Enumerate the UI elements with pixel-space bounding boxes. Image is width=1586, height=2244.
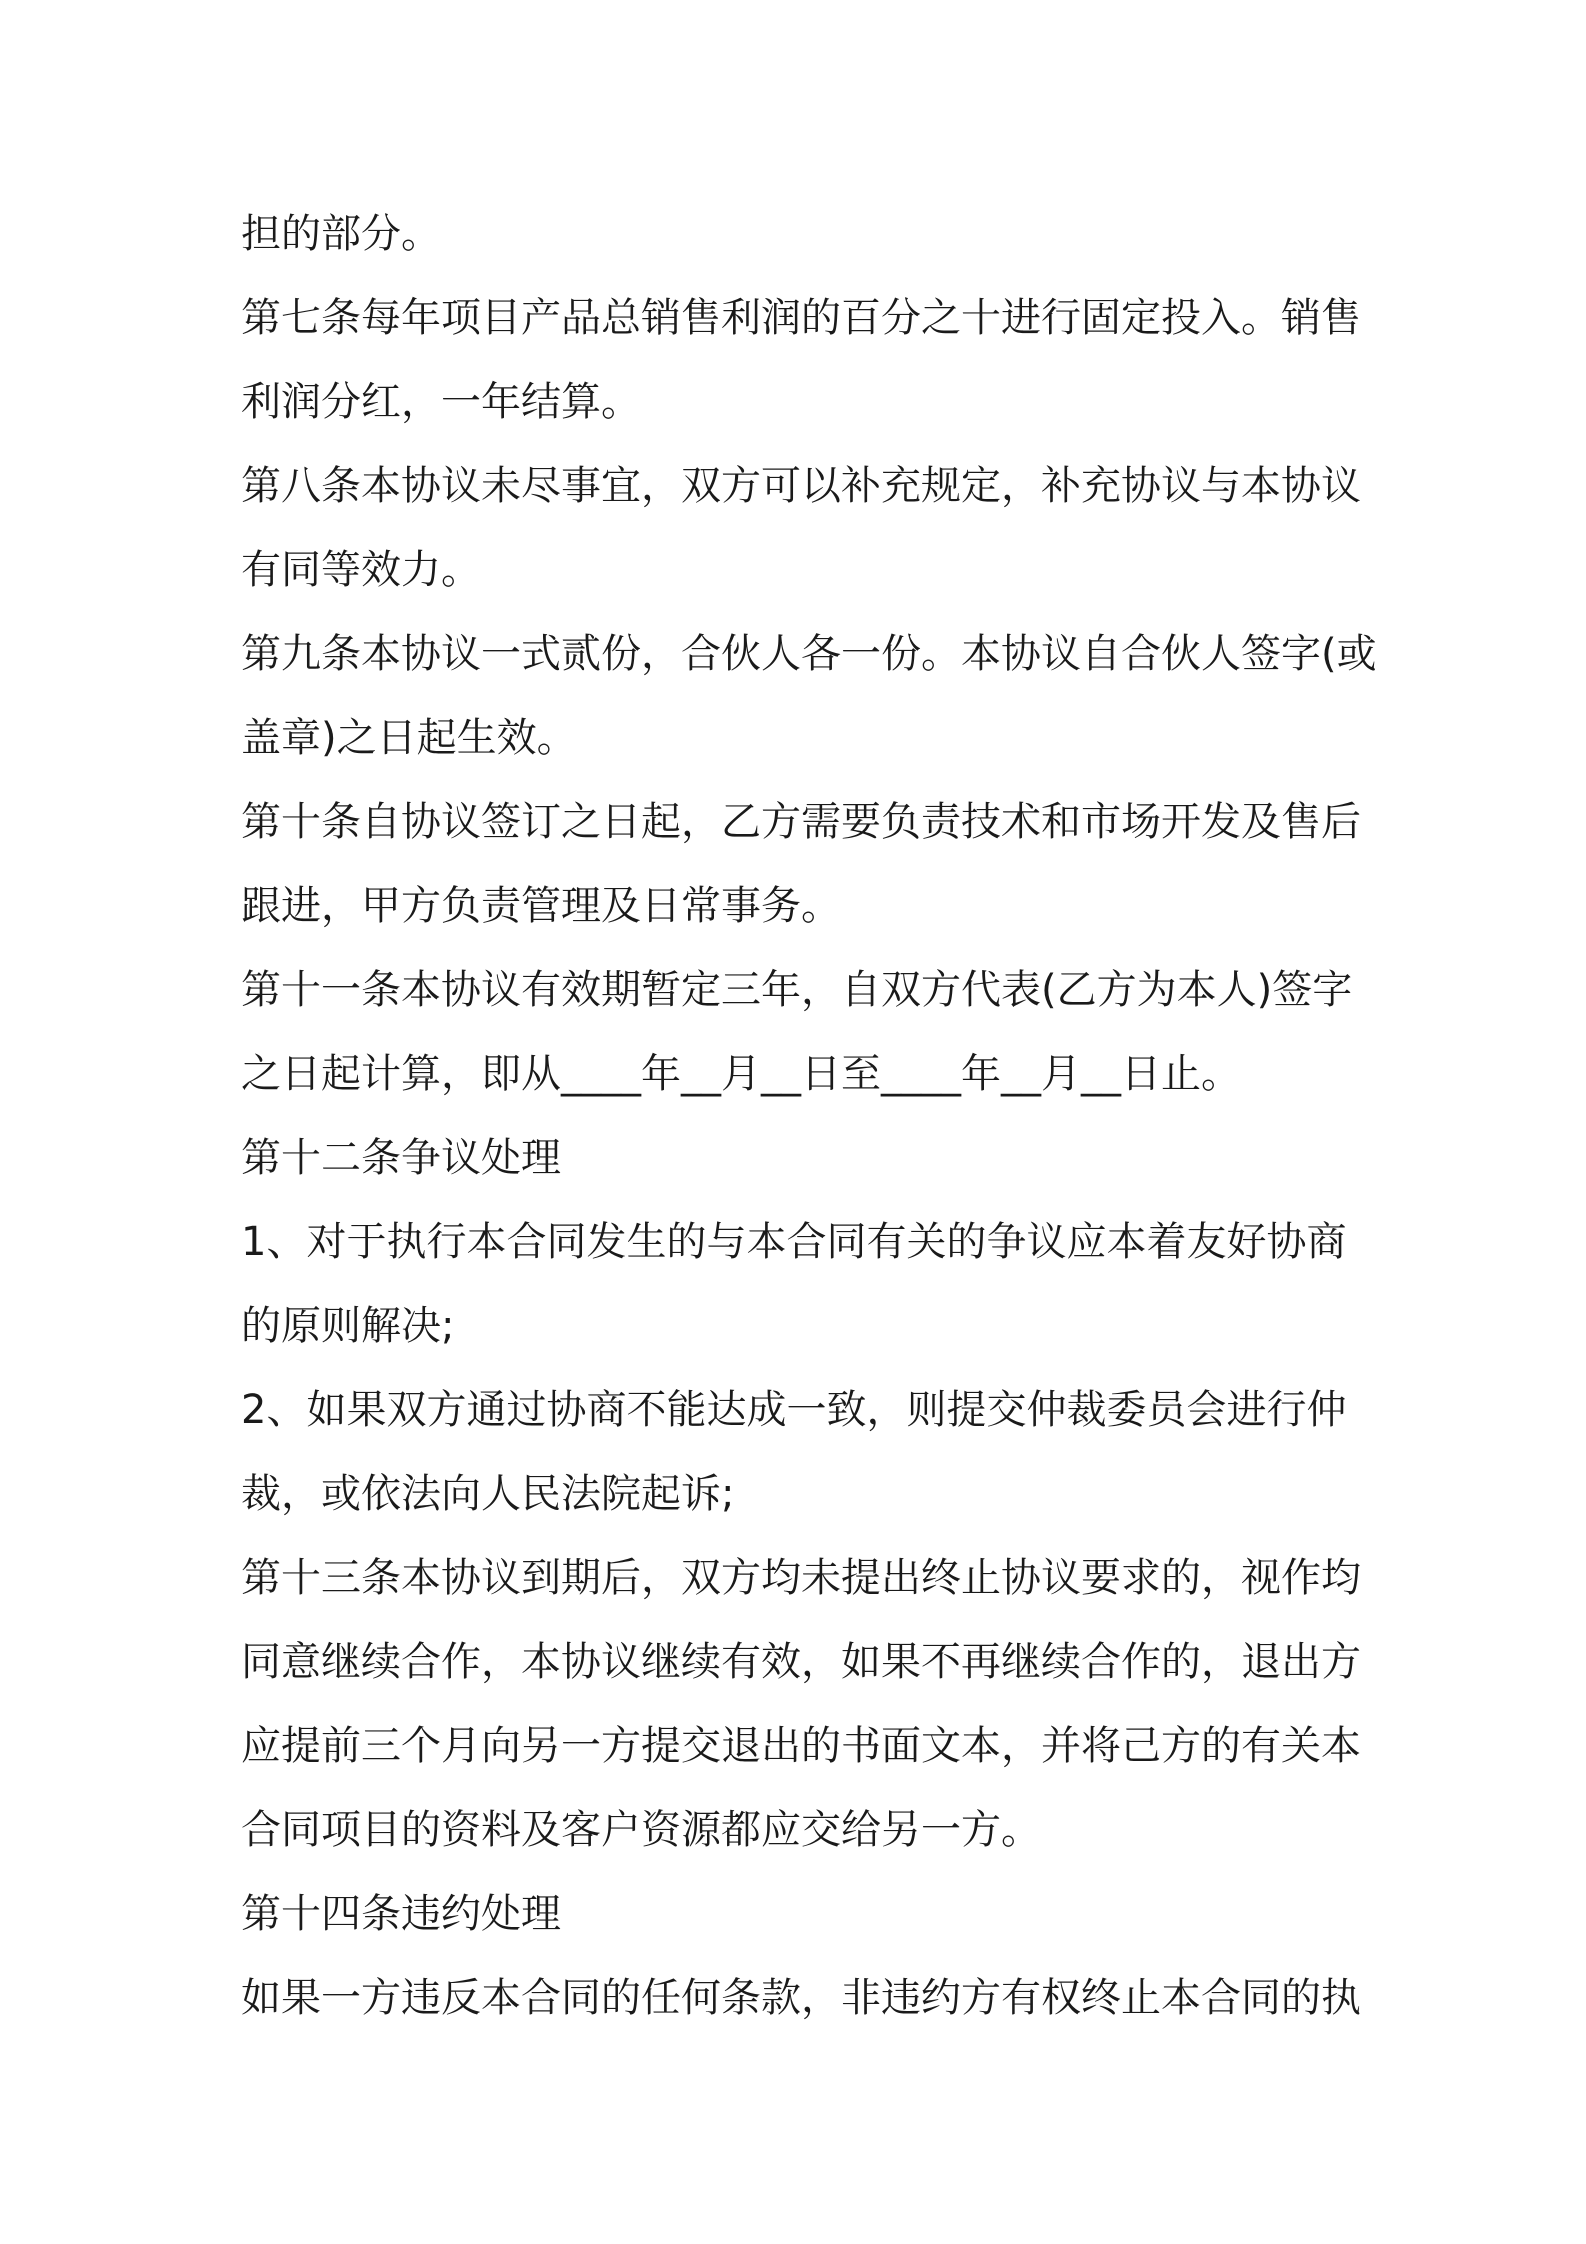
text-line: 有同等效力。 — [241, 547, 481, 593]
text-line: 2、如果双方通过协商不能达成一致，则提交仲裁委员会进行仲 — [241, 1387, 1347, 1433]
text-line: 第九条本协议一式贰份，合伙人各一份。本协议自合伙人签字(或 — [241, 631, 1377, 677]
text-line: 如果一方违反本合同的任何条款，非违约方有权终止本合同的执 — [241, 1975, 1361, 2021]
text-line: 第十三条本协议到期后，双方均未提出终止协议要求的，视作均 — [241, 1555, 1361, 1601]
text-line: 之日起计算，即从____年__月__日至____年__月__日止。 — [241, 1051, 1241, 1097]
text-line: 裁，或依法向人民法院起诉; — [241, 1471, 735, 1517]
text-line: 应提前三个月向另一方提交退出的书面文本，并将己方的有关本 — [241, 1723, 1361, 1769]
text-line: 合同项目的资料及客户资源都应交给另一方。 — [241, 1807, 1041, 1853]
text-line: 的原则解决; — [241, 1303, 455, 1349]
document-body — [241, 192, 1377, 2040]
text-line: 同意继续合作，本协议继续有效，如果不再继续合作的，退出方 — [241, 1639, 1361, 1685]
text-line: 第十二条争议处理 — [241, 1135, 561, 1181]
text-line: 跟进，甲方负责管理及日常事务。 — [241, 883, 841, 929]
text-line: 1、对于执行本合同发生的与本合同有关的争议应本着友好协商 — [241, 1219, 1347, 1265]
text-line: 第十四条违约处理 — [241, 1891, 561, 1937]
text-line: 第十条自协议签订之日起，乙方需要负责技术和市场开发及售后 — [241, 799, 1361, 845]
text-line: 第七条每年项目产品总销售利润的百分之十进行固定投入。销售 — [241, 295, 1361, 341]
text-line: 担的部分。 — [241, 211, 441, 257]
text-line: 盖章)之日起生效。 — [241, 715, 577, 761]
text-line: 利润分红，一年结算。 — [241, 379, 641, 425]
text-line: 第八条本协议未尽事宜，双方可以补充规定，补充协议与本协议 — [241, 463, 1361, 509]
text-line: 第十一条本协议有效期暂定三年，自双方代表(乙方为本人)签字 — [241, 967, 1353, 1013]
